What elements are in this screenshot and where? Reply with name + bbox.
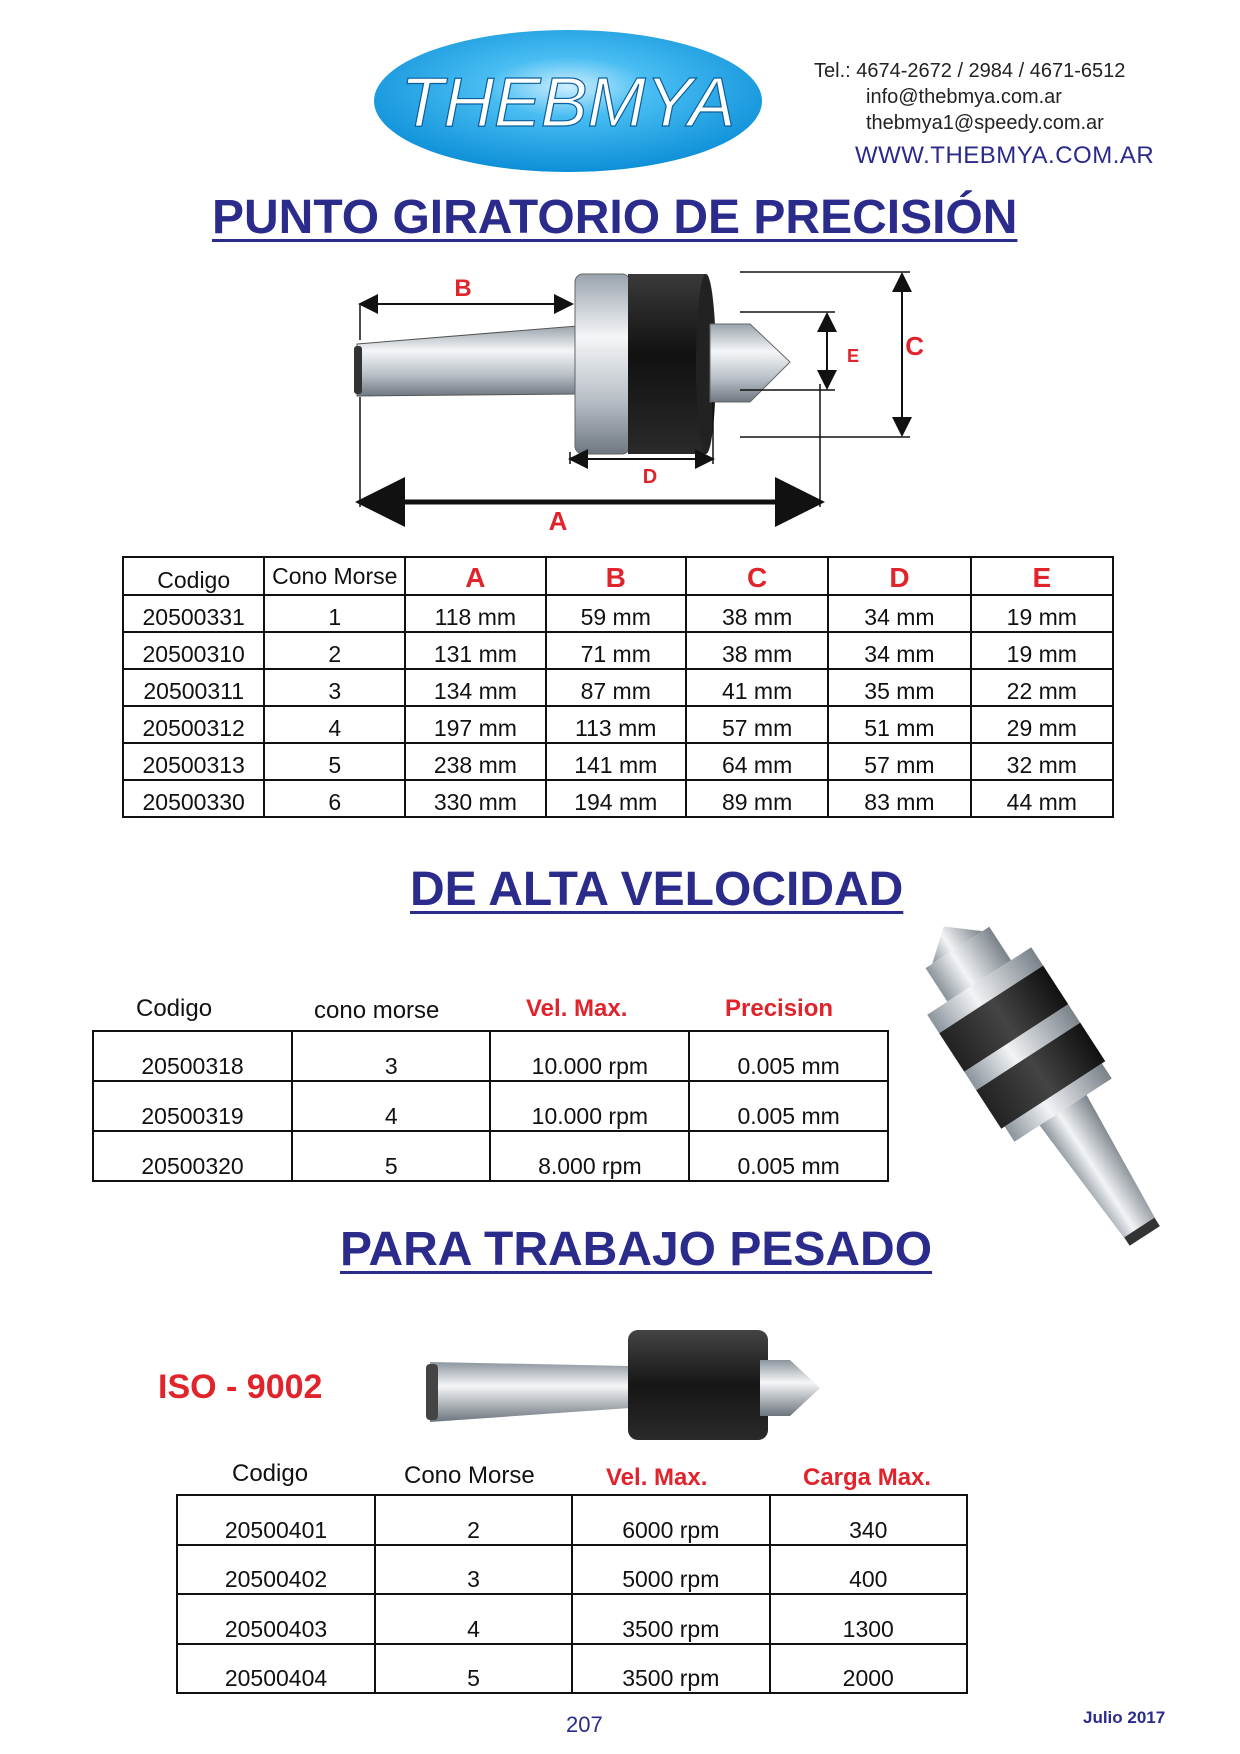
cell: 4	[264, 706, 405, 743]
cell: 330 mm	[405, 780, 545, 817]
table-row	[177, 1644, 967, 1693]
table-row	[123, 595, 1113, 632]
website-link[interactable]: WWW.THEBMYA.COM.AR	[855, 142, 1155, 169]
col-header: Codigo	[232, 1460, 309, 1487]
table-row	[177, 1594, 967, 1644]
cell: 29 mm	[971, 706, 1113, 743]
cell: 19 mm	[971, 632, 1113, 669]
table-row	[123, 780, 1113, 817]
cell: 238 mm	[405, 743, 545, 780]
cell: 3500 rpm	[572, 1644, 769, 1693]
cell: 20500331	[123, 595, 264, 632]
cell: 1	[264, 595, 405, 632]
table-row	[177, 1545, 967, 1594]
col-header: A	[405, 557, 545, 595]
cell: 35 mm	[828, 669, 970, 706]
cell: 5	[292, 1131, 490, 1181]
col-header: Codigo	[123, 557, 264, 595]
footer-date: Julio 2017	[1083, 1708, 1166, 1727]
section-title-precision: PUNTO GIRATORIO DE PRECISIÓN	[212, 191, 1018, 244]
col-header: Cono Morse	[404, 1462, 535, 1489]
cell: 20500310	[123, 632, 264, 669]
table-row	[123, 632, 1113, 669]
precision-table	[122, 556, 1114, 818]
col-header: D	[828, 557, 970, 595]
cell: 2000	[770, 1644, 967, 1693]
dim-label-d: D	[642, 466, 658, 488]
cell: 83 mm	[828, 780, 970, 817]
dimension-diagram	[340, 262, 924, 537]
cell: 19 mm	[971, 595, 1113, 632]
heavy-duty-product-image	[420, 1330, 830, 1440]
cell: 2	[264, 632, 405, 669]
cell: 197 mm	[405, 706, 545, 743]
col-header: Vel. Max.	[526, 995, 628, 1022]
cell: 20500311	[123, 669, 264, 706]
cell: 20500320	[93, 1131, 292, 1181]
cell: 34 mm	[828, 632, 970, 669]
cell: 34 mm	[828, 595, 970, 632]
cell: 38 mm	[686, 595, 828, 632]
table-row	[123, 706, 1113, 743]
col-header: cono morse	[314, 997, 440, 1024]
cell: 0.005 mm	[689, 1081, 888, 1131]
dim-label-c: C	[905, 331, 924, 361]
cell: 340	[770, 1495, 967, 1545]
dim-label-e: E	[846, 346, 860, 366]
cell: 64 mm	[686, 743, 828, 780]
cell: 2	[375, 1495, 572, 1545]
table-row	[93, 1131, 888, 1181]
contact-email-2[interactable]: thebmya1@speedy.com.ar	[866, 112, 1104, 134]
cell: 3	[292, 1031, 490, 1081]
brand-logo	[372, 28, 764, 174]
cell: 20500319	[93, 1081, 292, 1131]
cell: 131 mm	[405, 632, 545, 669]
high-speed-product-image	[900, 900, 1200, 1280]
cell: 38 mm	[686, 632, 828, 669]
table-row	[123, 743, 1113, 780]
cell: 10.000 rpm	[490, 1081, 689, 1131]
cell: 57 mm	[686, 706, 828, 743]
cell: 20500313	[123, 743, 264, 780]
cell: 194 mm	[546, 780, 686, 817]
col-header: Codigo	[136, 995, 213, 1022]
col-header: Carga Max.	[803, 1464, 932, 1491]
col-header: Vel. Max.	[606, 1464, 708, 1491]
cell: 41 mm	[686, 669, 828, 706]
cell: 118 mm	[405, 595, 545, 632]
cell: 20500401	[177, 1495, 375, 1545]
cell: 71 mm	[546, 632, 686, 669]
dim-label-a: A	[548, 506, 568, 536]
cell: 4	[375, 1594, 572, 1644]
cell: 51 mm	[828, 706, 970, 743]
cell: 3	[375, 1545, 572, 1594]
cell: 44 mm	[971, 780, 1113, 817]
contact-phone: Tel.: 4674-2672 / 2984 / 4671-6512	[814, 60, 1126, 82]
cell: 20500330	[123, 780, 264, 817]
cell: 10.000 rpm	[490, 1031, 689, 1081]
col-header: C	[686, 557, 828, 595]
cell: 3	[264, 669, 405, 706]
cell: 20500404	[177, 1644, 375, 1693]
cell: 1300	[770, 1594, 967, 1644]
contact-email-1[interactable]: info@thebmya.com.ar	[866, 86, 1062, 108]
table-row	[123, 669, 1113, 706]
cell: 20500403	[177, 1594, 375, 1644]
heavy-duty-table	[176, 1494, 968, 1694]
col-header: B	[546, 557, 686, 595]
section-title-high-speed: DE ALTA VELOCIDAD	[410, 863, 904, 916]
section-title-heavy-duty: PARA TRABAJO PESADO	[340, 1223, 933, 1276]
cell: 6	[264, 780, 405, 817]
page-number: 207	[566, 1712, 603, 1737]
cell: 87 mm	[546, 669, 686, 706]
cell: 113 mm	[546, 706, 686, 743]
cell: 6000 rpm	[572, 1495, 769, 1545]
cell: 22 mm	[971, 669, 1113, 706]
cell: 5	[264, 743, 405, 780]
cell: 134 mm	[405, 669, 545, 706]
cell: 4	[292, 1081, 490, 1131]
cell: 59 mm	[546, 595, 686, 632]
table-header-row	[123, 557, 1113, 595]
table-row	[93, 1081, 888, 1131]
cell: 5000 rpm	[572, 1545, 769, 1594]
cell: 57 mm	[828, 743, 970, 780]
cell: 20500312	[123, 706, 264, 743]
cell: 400	[770, 1545, 967, 1594]
cell: 20500402	[177, 1545, 375, 1594]
cell: 0.005 mm	[689, 1131, 888, 1181]
col-header: E	[971, 557, 1113, 595]
cell: 8.000 rpm	[490, 1131, 689, 1181]
cell: 89 mm	[686, 780, 828, 817]
cell: 5	[375, 1644, 572, 1693]
cell: 141 mm	[546, 743, 686, 780]
logo-text: THEBMYA	[400, 63, 736, 141]
dim-label-b: B	[454, 275, 472, 302]
high-speed-table	[92, 1030, 889, 1182]
table-row	[93, 1031, 888, 1081]
cell: 32 mm	[971, 743, 1113, 780]
cell: 20500318	[93, 1031, 292, 1081]
iso-badge: ISO - 9002	[158, 1368, 323, 1406]
table-row	[177, 1495, 967, 1545]
col-header: Cono Morse	[264, 557, 405, 595]
col-header: Precision	[725, 995, 834, 1022]
cell: 3500 rpm	[572, 1594, 769, 1644]
cell: 0.005 mm	[689, 1031, 888, 1081]
